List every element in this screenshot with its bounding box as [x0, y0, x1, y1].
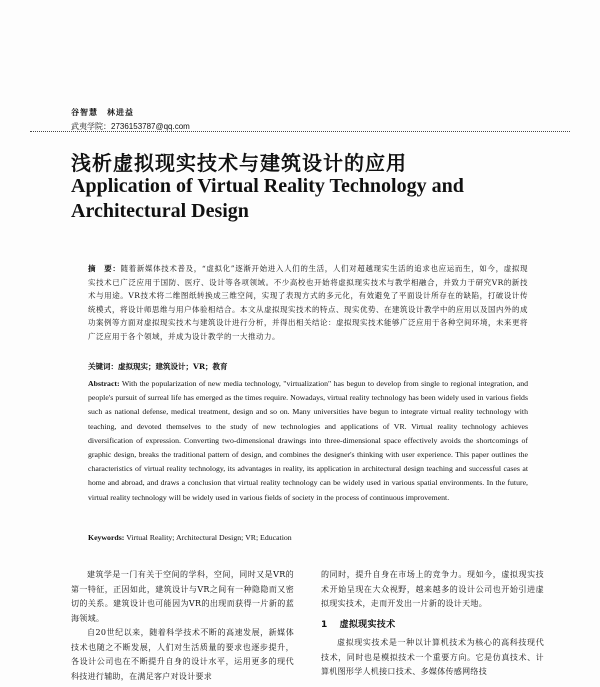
title-english: Application of Virtual Reality Technology and Architectural Design	[71, 175, 464, 222]
body-paragraph: 的同时，提升自身在市场上的竞争力。现如今，虚拟现实技术开始呈现在大众视野，越来越多的设计公司也开始引进虚拟现实技术，走而开发出一片新的设计天地。	[321, 570, 544, 608]
authors: 谷智慧 林进益	[71, 107, 134, 117]
body-column-right	[321, 568, 544, 680]
title-chinese: 浅析虚拟现实技术与建筑设计的应用	[71, 151, 407, 175]
section-number: 1	[321, 619, 328, 630]
body-paragraph: 自20世纪以来，随着科学技术不断的高速发展，新媒体技术也随之不断发展，人们对生活质量的要求也逐步提升，各设计公司也在不断提升自身的设计水平，运用更多的现代科技进行辅助，在满足客户对设计要求	[71, 628, 294, 681]
abstract-chinese-text: 随着新媒体技术普及，“虚拟化”逐渐开始进入人们的生活，人们对超越现实生活的追求也应运而生，如今，虚拟现实技术已广泛应用于国防、医疗、设计等各项领域。不少高校也开始将虚拟现实技术与教学相融合，并致力于研究VR的新技术与用途。VR技术将二维图纸转换成三维空间，实现了表现方式的多元化，有效避免了平面设计所存在的缺陷，打破设计传统模式，将设计师思维与用户体验相结合。本文从虚拟现实技术的特点、现实优势、在建筑设计教学中的应用以及国内外的成功案例等方面对虚拟现实技术与建筑设计进行分析，并得出相关结论：虚拟现实技术能够广泛应用于各种空间环境，未来更将广泛应用于各个领域，并成为设计教学的一大推动力。	[88, 264, 528, 341]
keywords-english-label: Keywords:	[88, 533, 125, 542]
body-column-left	[71, 568, 294, 684]
keywords-chinese-text: 虚拟现实；建筑设计；VR；教育	[118, 362, 228, 371]
affiliation: 武夷学院：2736153787@qq.com	[71, 122, 190, 131]
abstract-english-text: With the popularization of new media technology, "virtualization" has begun to develop from single to regional integration, and people's pursuit of surreal life has emerged as the times require. Nowadays, virtual reality technology has been widely used in various fields such as national defense, medical treatment, design and so on. Many universities have begun to integrate virtual reality technology with teaching, and devoted themselves to the study of new technologies and applications of VR. Virtual reality technology achieves diversification of expression. Converting two-dimensional drawings into three-dimensional space effectively avoids the shortcomings of graphic design, breaks the traditional pattern of design, and combines the designer's thinking with user experience. This paper outlines the characteristics of virtual reality technology, its advantages in reality, its application in architectural design teaching and successful cases at home and abroad, and draws a conclusion that virtual reality technology can be widely used in various spatial environments. In the future, virtual reality technology will be widely used in various fields of society in the process of continuous improvement.	[88, 379, 528, 502]
header-divider	[30, 131, 570, 132]
section-title: 虚拟现实技术	[339, 619, 396, 630]
keywords-english-text: Virtual Reality; Architectural Design; VR; Education	[126, 533, 292, 542]
body-paragraph: 虚拟现实技术是一种以计算机技术为核心的高科技现代技术，同时也是模拟技术一个重要方向。它是仿真技术、计算机图形学人机接口技术、多媒体传感网络技	[321, 638, 544, 676]
keywords-chinese-label: 关键词：	[88, 362, 118, 371]
section-heading	[321, 618, 544, 633]
keywords-chinese	[88, 361, 228, 372]
abstract-chinese	[88, 262, 528, 344]
abstract-chinese-label: 摘 要：	[88, 264, 121, 273]
body-paragraph: 建筑学是一门有关于空间的学科，空间，同时又是VR的第一特征，正因如此，建筑设计与VR之间有一种隐隐而又密切的关系。建筑设计也可能因为VR的出现而获得一片新的蓝海领域。	[71, 570, 294, 623]
keywords-english	[88, 533, 292, 542]
abstract-english	[88, 377, 528, 505]
abstract-english-label: Abstract:	[88, 379, 120, 388]
